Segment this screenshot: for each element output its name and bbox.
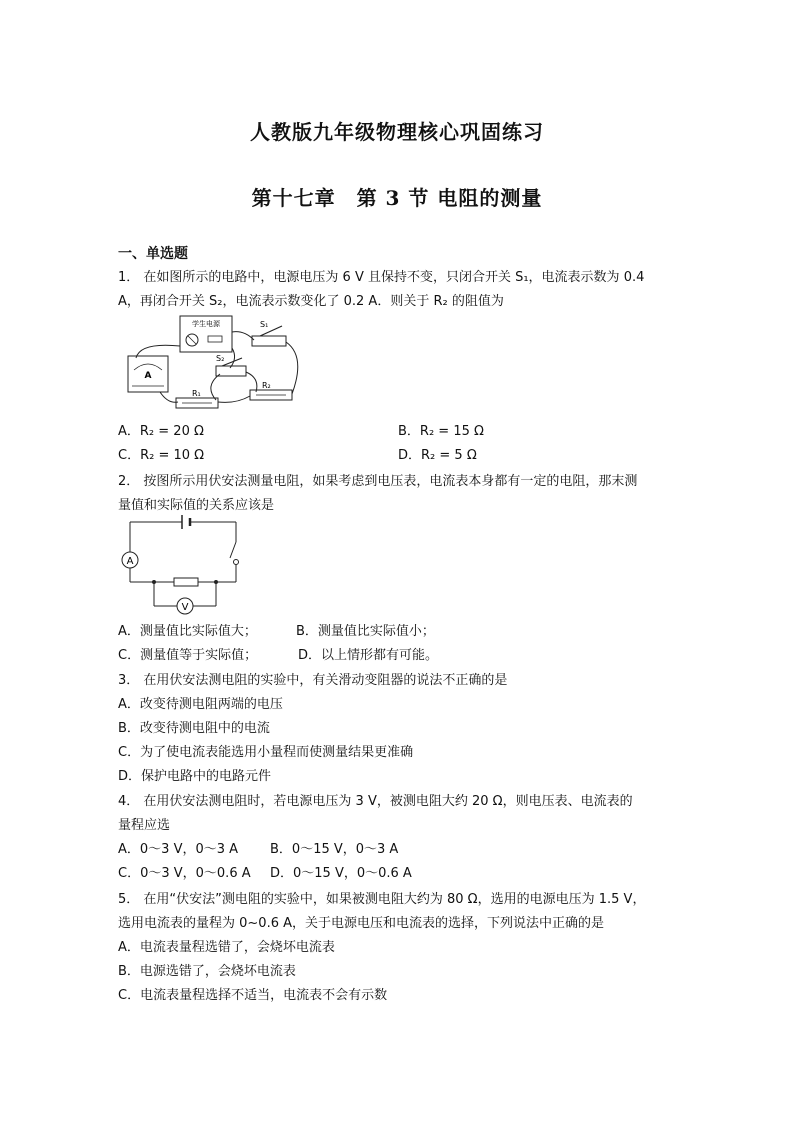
ammeter-symbol: A [126, 556, 134, 567]
q3-option-b: B．改变待测电阻中的电流 [118, 721, 270, 736]
document-title: 人教版九年级物理核心巩固练习 [250, 120, 544, 144]
q1-option-b: B．R₂ = 15 Ω [398, 424, 484, 439]
section-heading: 一、单选题 [118, 246, 188, 262]
q3-option-c: C．为了使电流表能选用小量程而使测量结果更准确 [118, 745, 414, 760]
q3-text-line1: 3． 在用伏安法测电阻的实验中，有关滑动变阻器的说法不正确的是 [118, 673, 508, 688]
s2-label: S₂ [216, 354, 225, 363]
q2-option-a: A．测量值比实际值大； [118, 624, 257, 639]
r1-label: R₁ [192, 389, 201, 398]
q5-option-c: C．电流表量程选择不适当，电流表不会有示数 [118, 988, 388, 1003]
q4-option-a: A．0～3 V，0～3 A [118, 842, 239, 857]
q4-text-line1: 4． 在用伏安法测电阻时，若电源电压为 3 V，被测电阻大约 20 Ω，则电压表、电流表的 [118, 794, 633, 809]
q4-option-d: D．0～15 V，0～0.6 A [270, 866, 412, 881]
q5-option-b: B．电源选错了，会烧坏电流表 [118, 964, 296, 979]
q4-option-c: C．0～3 V，0～0.6 A [118, 866, 251, 881]
q4-option-b: B．0～15 V，0～3 A [270, 842, 399, 857]
r2-label: R₂ [262, 381, 271, 390]
q5-text-line2: 选用电流表的量程为 0~0.6 A，关于电源电压和电流表的选择，下列说法中正确的是 [118, 916, 604, 931]
q2-text-line2: 量值和实际值的关系应该是 [118, 498, 275, 513]
power-supply-label: 学生电源 [192, 320, 220, 328]
voltmeter-symbol: V [181, 602, 189, 613]
q3-option-a: A．改变待测电阻两端的电压 [118, 697, 283, 712]
q2-option-c: C．测量值等于实际值； [118, 648, 258, 663]
chapter-subtitle: 第十七章 第 3 节 电阻的测量 [251, 186, 543, 210]
q1-text-line2: A，再闭合开关 S₂，电流表示数变化了 0.2 A．则关于 R₂ 的阻值为 [118, 294, 504, 309]
q1-option-c: C．R₂ = 10 Ω [118, 448, 205, 463]
q2-option-b: B．测量值比实际值小； [296, 624, 435, 639]
q1-circuit-figure [120, 312, 310, 416]
switch-s1 [252, 336, 286, 346]
q5-option-a: A．电流表量程选错了，会烧坏电流表 [118, 940, 335, 955]
q2-text-line1: 2． 按图所示用伏安法测量电阻，如果考虑到电压表，电流表本身都有一定的电阻，那末测 [118, 474, 638, 489]
q2-circuit-figure [120, 514, 246, 618]
q1-text-line1: 1． 在如图所示的电路中，电源电压为 6 V 且保持不变，只闭合开关 S₁，电流表示数为 0.4 [118, 270, 645, 285]
switch-icon [230, 542, 236, 558]
ammeter-label: A [144, 371, 152, 381]
q4-text-line2: 量程应选 [118, 818, 171, 833]
resistor-icon [174, 578, 198, 586]
q3-option-d: D．保护电路中的电路元件 [118, 769, 272, 784]
q5-text-line1: 5． 在用“伏安法”测电阻的实验中，如果被测电阻大约为 80 Ω，选用的电源电压为 1.5 V， [118, 892, 646, 907]
q2-option-d: D．以上情形都有可能。 [298, 648, 439, 663]
q1-option-a: A．R₂ = 20 Ω [118, 424, 204, 439]
s1-label: S₁ [260, 320, 269, 329]
q1-option-d: D．R₂ = 5 Ω [398, 448, 477, 463]
